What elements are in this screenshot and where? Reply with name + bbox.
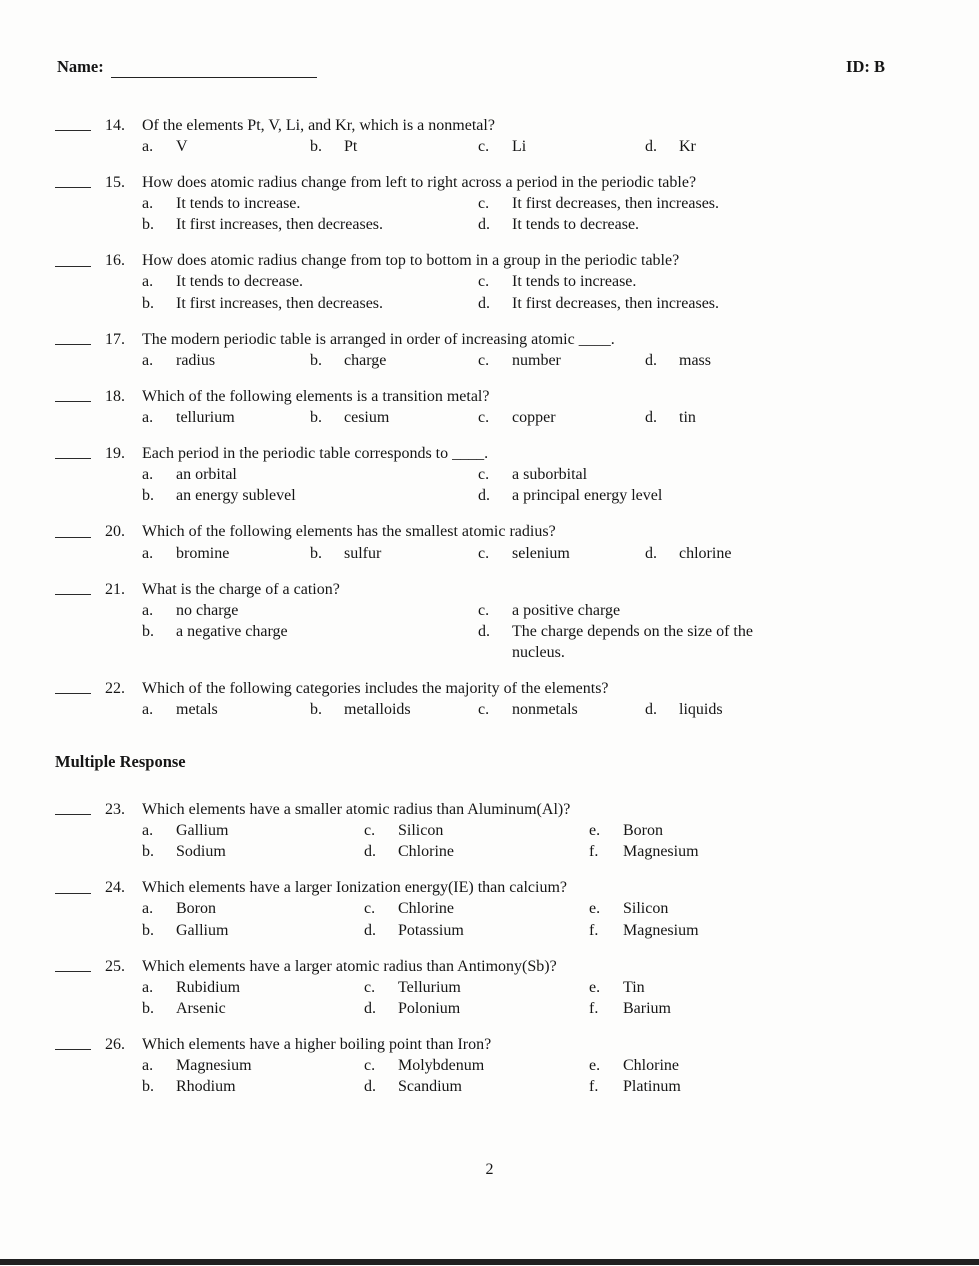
option-text: It tends to decrease. bbox=[512, 216, 640, 234]
option-letter: d. bbox=[478, 216, 490, 234]
option-text: a positive charge bbox=[512, 601, 621, 619]
option-text: Sodium bbox=[176, 843, 226, 861]
option-text: Chlorine bbox=[398, 843, 454, 861]
option-text: Polonium bbox=[398, 999, 461, 1017]
option-d bbox=[478, 214, 800, 235]
option-letter: e. bbox=[589, 900, 601, 918]
option-text: Platinum bbox=[623, 1078, 681, 1096]
option-a bbox=[142, 977, 364, 998]
option-e bbox=[589, 1055, 919, 1076]
option-letter: a. bbox=[142, 273, 154, 291]
option-e bbox=[589, 977, 919, 998]
option-letter: d. bbox=[478, 487, 490, 505]
option-letter: a. bbox=[142, 544, 154, 562]
option-text: bromine bbox=[176, 544, 230, 562]
option-d bbox=[364, 841, 589, 862]
option-letter: c. bbox=[478, 466, 490, 484]
question bbox=[55, 115, 919, 157]
option-c bbox=[364, 977, 589, 998]
option-letter: c. bbox=[478, 408, 490, 426]
option-c bbox=[478, 350, 645, 371]
question-text: Which of the following categories includes the majority of the elements? bbox=[142, 680, 609, 698]
option-letter: f. bbox=[589, 999, 599, 1017]
answer-blank[interactable] bbox=[55, 579, 91, 595]
option-letter: e. bbox=[589, 822, 601, 840]
option-b bbox=[310, 407, 478, 428]
option-text: cesium bbox=[344, 408, 390, 426]
question-body bbox=[142, 172, 919, 235]
option-text: Kr bbox=[679, 137, 696, 155]
option-a bbox=[142, 136, 310, 157]
option-b bbox=[310, 350, 478, 371]
option-letter: e. bbox=[589, 978, 601, 996]
option-e bbox=[589, 820, 919, 841]
question-text: How does atomic radius change from left to right across a period in the periodic table? bbox=[142, 173, 697, 191]
option-letter: d. bbox=[645, 544, 657, 562]
question-number: 22. bbox=[105, 680, 125, 698]
option-text: copper bbox=[512, 408, 556, 426]
option-letter: a. bbox=[142, 701, 154, 719]
question-number: 23. bbox=[105, 801, 125, 819]
question-body bbox=[142, 443, 919, 506]
question bbox=[55, 443, 919, 506]
options bbox=[142, 136, 919, 157]
question-number: 16. bbox=[105, 252, 125, 270]
option-letter: b. bbox=[142, 216, 154, 234]
option-text: Rhodium bbox=[176, 1078, 236, 1096]
option-letter: a. bbox=[142, 351, 154, 369]
option-letter: a. bbox=[142, 900, 154, 918]
option-text: nonmetals bbox=[512, 701, 578, 719]
option-letter: e. bbox=[589, 1057, 601, 1075]
option-b bbox=[142, 214, 478, 235]
question-number: 14. bbox=[105, 116, 125, 134]
question-number: 20. bbox=[105, 523, 125, 541]
question-text: Which of the following elements is a transition metal? bbox=[142, 387, 490, 405]
option-text: tellurium bbox=[176, 408, 235, 426]
question-text: Which elements have a larger atomic radius than Antimony(Sb)? bbox=[142, 957, 557, 975]
question-body bbox=[142, 115, 919, 157]
option-letter: b. bbox=[142, 921, 154, 939]
option-letter: c. bbox=[478, 351, 490, 369]
option-text: Tin bbox=[623, 978, 645, 996]
option-text: sulfur bbox=[344, 544, 382, 562]
question bbox=[55, 172, 919, 235]
option-text: Boron bbox=[623, 822, 663, 840]
options bbox=[142, 350, 919, 371]
option-text: metalloids bbox=[344, 701, 411, 719]
option-letter: f. bbox=[589, 843, 599, 861]
option-f bbox=[589, 841, 919, 862]
option-b bbox=[142, 920, 364, 941]
name-field bbox=[57, 56, 317, 78]
question-number: 18. bbox=[105, 387, 125, 405]
option-letter: b. bbox=[310, 137, 322, 155]
option-d bbox=[478, 485, 800, 506]
option-text: Silicon bbox=[623, 900, 669, 918]
question-text: Which elements have a smaller atomic radius than Aluminum(Al)? bbox=[142, 801, 571, 819]
option-d bbox=[364, 920, 589, 941]
option-b bbox=[142, 998, 364, 1019]
option-letter: f. bbox=[589, 1078, 599, 1096]
option-d bbox=[364, 998, 589, 1019]
option-text: number bbox=[512, 351, 561, 369]
option-text: Chlorine bbox=[623, 1057, 679, 1075]
section-title: Multiple Response bbox=[55, 752, 186, 772]
option-letter: a. bbox=[142, 978, 154, 996]
option-text: tin bbox=[679, 408, 696, 426]
option-text: a negative charge bbox=[176, 622, 288, 640]
option-text: Scandium bbox=[398, 1078, 462, 1096]
option-a bbox=[142, 898, 364, 919]
option-letter: b. bbox=[142, 1078, 154, 1096]
option-a bbox=[142, 543, 310, 564]
option-letter: d. bbox=[364, 843, 376, 861]
option-f bbox=[589, 920, 919, 941]
option-letter: b. bbox=[142, 622, 154, 640]
question-text: What is the charge of a cation? bbox=[142, 580, 340, 598]
option-letter: b. bbox=[142, 487, 154, 505]
option-letter: d. bbox=[478, 622, 490, 640]
option-d bbox=[645, 407, 919, 428]
option-text: Silicon bbox=[398, 822, 444, 840]
option-letter: c. bbox=[478, 273, 490, 291]
answer-blank[interactable] bbox=[55, 799, 91, 815]
option-a bbox=[142, 820, 364, 841]
option-d bbox=[645, 350, 919, 371]
options bbox=[142, 271, 919, 313]
option-text: selenium bbox=[512, 544, 570, 562]
option-letter: b. bbox=[310, 544, 322, 562]
option-text: It first increases, then decreases. bbox=[176, 294, 384, 312]
answer-blank[interactable] bbox=[55, 250, 91, 266]
option-a bbox=[142, 600, 478, 621]
option-letter: c. bbox=[364, 978, 376, 996]
option-letter: d. bbox=[478, 294, 490, 312]
option-letter: a. bbox=[142, 822, 154, 840]
option-letter: c. bbox=[478, 544, 490, 562]
option-a bbox=[142, 350, 310, 371]
option-a bbox=[142, 271, 478, 292]
question-number: 15. bbox=[105, 173, 125, 191]
option-letter: d. bbox=[364, 921, 376, 939]
option-letter: d. bbox=[645, 351, 657, 369]
question-body bbox=[142, 579, 919, 663]
option-text: It tends to increase. bbox=[512, 273, 637, 291]
question-body bbox=[142, 1034, 919, 1097]
question bbox=[55, 956, 919, 1019]
name-input-line[interactable] bbox=[111, 61, 317, 78]
option-c bbox=[478, 464, 800, 485]
option-d bbox=[645, 699, 919, 720]
option-text: Boron bbox=[176, 900, 216, 918]
answer-blank[interactable] bbox=[55, 443, 91, 459]
option-text: Magnesium bbox=[176, 1057, 252, 1075]
question-body bbox=[142, 956, 919, 1019]
option-c bbox=[364, 898, 589, 919]
option-a bbox=[142, 1055, 364, 1076]
option-e bbox=[589, 898, 919, 919]
id-label: ID: B bbox=[846, 57, 885, 76]
option-letter: d. bbox=[645, 137, 657, 155]
answer-blank[interactable] bbox=[55, 1034, 91, 1050]
question-number: 26. bbox=[105, 1036, 125, 1054]
option-letter: f. bbox=[589, 921, 599, 939]
options bbox=[142, 977, 919, 1019]
option-text: Barium bbox=[623, 999, 671, 1017]
option-c bbox=[478, 271, 800, 292]
page-header bbox=[0, 0, 979, 78]
question bbox=[55, 521, 919, 563]
option-letter: c. bbox=[478, 195, 490, 213]
question-text: Which elements have a larger Ionization energy(IE) than calcium? bbox=[142, 879, 567, 897]
option-text: It tends to increase. bbox=[176, 195, 301, 213]
question-number: 19. bbox=[105, 445, 125, 463]
question-body bbox=[142, 521, 919, 563]
options bbox=[142, 600, 919, 663]
option-c bbox=[478, 699, 645, 720]
question bbox=[55, 250, 919, 313]
option-text: Arsenic bbox=[176, 999, 226, 1017]
options bbox=[142, 407, 919, 428]
option-letter: b. bbox=[310, 351, 322, 369]
option-text: an orbital bbox=[176, 466, 237, 484]
option-text: Potassium bbox=[398, 921, 464, 939]
question-text: Of the elements Pt, V, Li, and Kr, which is a nonmetal? bbox=[142, 116, 495, 134]
option-text: a suborbital bbox=[512, 466, 588, 484]
option-text: chlorine bbox=[679, 544, 732, 562]
option-letter: d. bbox=[645, 408, 657, 426]
option-d bbox=[478, 621, 800, 663]
option-letter: b. bbox=[142, 294, 154, 312]
option-letter: c. bbox=[364, 900, 376, 918]
options bbox=[142, 464, 919, 506]
question-body bbox=[142, 877, 919, 940]
question bbox=[55, 877, 919, 940]
answer-blank[interactable] bbox=[55, 956, 91, 972]
option-b bbox=[310, 699, 478, 720]
option-letter: d. bbox=[364, 999, 376, 1017]
option-text: radius bbox=[176, 351, 216, 369]
option-d bbox=[645, 543, 919, 564]
option-text: Molybdenum bbox=[398, 1057, 485, 1075]
answer-blank[interactable] bbox=[55, 678, 91, 694]
question bbox=[55, 329, 919, 371]
options bbox=[142, 820, 919, 862]
option-c bbox=[364, 820, 589, 841]
option-text: Li bbox=[512, 137, 527, 155]
question bbox=[55, 678, 919, 720]
option-letter: a. bbox=[142, 137, 154, 155]
question-body bbox=[142, 329, 919, 371]
option-letter: d. bbox=[364, 1078, 376, 1096]
options bbox=[142, 898, 919, 940]
option-b bbox=[142, 621, 478, 663]
option-text: Pt bbox=[344, 137, 358, 155]
question-list bbox=[0, 78, 979, 1098]
answer-blank[interactable] bbox=[55, 877, 91, 893]
question bbox=[55, 579, 919, 663]
option-letter: a. bbox=[142, 195, 154, 213]
options bbox=[142, 543, 919, 564]
question-number: 24. bbox=[105, 879, 125, 897]
question-text: Which of the following elements has the smallest atomic radius? bbox=[142, 523, 556, 541]
question-body bbox=[142, 386, 919, 428]
option-b bbox=[310, 543, 478, 564]
option-letter: d. bbox=[645, 701, 657, 719]
option-d bbox=[645, 136, 919, 157]
option-text: Gallium bbox=[176, 822, 229, 840]
option-c bbox=[364, 1055, 589, 1076]
option-a bbox=[142, 464, 478, 485]
option-text: It first increases, then decreases. bbox=[176, 216, 384, 234]
scan-edge-line bbox=[0, 1259, 979, 1265]
option-b bbox=[310, 136, 478, 157]
question-body bbox=[142, 678, 919, 720]
option-d bbox=[478, 293, 800, 314]
options bbox=[142, 699, 919, 720]
question-body bbox=[142, 250, 919, 313]
option-text: mass bbox=[679, 351, 711, 369]
option-letter: c. bbox=[478, 701, 490, 719]
option-letter: a. bbox=[142, 601, 154, 619]
option-c bbox=[478, 543, 645, 564]
option-f bbox=[589, 998, 919, 1019]
answer-blank[interactable] bbox=[55, 329, 91, 345]
option-c bbox=[478, 407, 645, 428]
question-number: 25. bbox=[105, 957, 125, 975]
answer-blank[interactable] bbox=[55, 386, 91, 402]
option-text: Chlorine bbox=[398, 900, 454, 918]
option-letter: a. bbox=[142, 1057, 154, 1075]
option-text: charge bbox=[344, 351, 387, 369]
question bbox=[55, 1034, 919, 1097]
option-a bbox=[142, 407, 310, 428]
option-letter: b. bbox=[142, 999, 154, 1017]
options bbox=[142, 193, 919, 235]
option-text: Tellurium bbox=[398, 978, 461, 996]
option-c bbox=[478, 193, 800, 214]
option-text: no charge bbox=[176, 601, 239, 619]
option-letter: c. bbox=[364, 1057, 376, 1075]
option-letter: c. bbox=[478, 601, 490, 619]
option-b bbox=[142, 293, 478, 314]
option-text: liquids bbox=[679, 701, 723, 719]
answer-blank[interactable] bbox=[55, 115, 91, 131]
option-a bbox=[142, 193, 478, 214]
question-number: 17. bbox=[105, 330, 125, 348]
question-body bbox=[142, 799, 919, 862]
option-letter: c. bbox=[364, 822, 376, 840]
option-letter: b. bbox=[142, 843, 154, 861]
option-b bbox=[142, 1076, 364, 1097]
option-text: Magnesium bbox=[623, 921, 699, 939]
option-text: It first decreases, then increases. bbox=[512, 195, 720, 213]
options bbox=[142, 1055, 919, 1097]
answer-blank[interactable] bbox=[55, 172, 91, 188]
option-text: Gallium bbox=[176, 921, 229, 939]
option-letter: b. bbox=[310, 408, 322, 426]
option-text: a principal energy level bbox=[512, 487, 663, 505]
option-letter: c. bbox=[478, 137, 490, 155]
question-text: The modern periodic table is arranged in order of increasing atomic ____. bbox=[142, 330, 615, 348]
question-text: Each period in the periodic table corresponds to ____. bbox=[142, 445, 489, 463]
option-b bbox=[142, 841, 364, 862]
option-letter: a. bbox=[142, 408, 154, 426]
option-text: Rubidium bbox=[176, 978, 241, 996]
option-text: It first decreases, then increases. bbox=[512, 294, 720, 312]
name-label: Name: bbox=[57, 57, 104, 76]
option-f bbox=[589, 1076, 919, 1097]
option-text: It tends to decrease. bbox=[176, 273, 304, 291]
option-letter: b. bbox=[310, 701, 322, 719]
option-text: metals bbox=[176, 701, 218, 719]
question bbox=[55, 799, 919, 862]
option-c bbox=[478, 600, 800, 621]
question-text: Which elements have a higher boiling point than Iron? bbox=[142, 1036, 492, 1054]
question-text: How does atomic radius change from top to bottom in a group in the periodic table? bbox=[142, 252, 680, 270]
option-c bbox=[478, 136, 645, 157]
option-text: V bbox=[176, 137, 188, 155]
option-text: Magnesium bbox=[623, 843, 699, 861]
answer-blank[interactable] bbox=[55, 521, 91, 537]
question-number: 21. bbox=[105, 580, 125, 598]
option-text: an energy sublevel bbox=[176, 487, 296, 505]
option-d bbox=[364, 1076, 589, 1097]
question bbox=[55, 386, 919, 428]
option-letter: a. bbox=[142, 466, 154, 484]
option-a bbox=[142, 699, 310, 720]
page-number: 2 bbox=[485, 1160, 494, 1178]
option-text: The charge depends on the size of the nucleus. bbox=[512, 622, 753, 661]
option-b bbox=[142, 485, 478, 506]
